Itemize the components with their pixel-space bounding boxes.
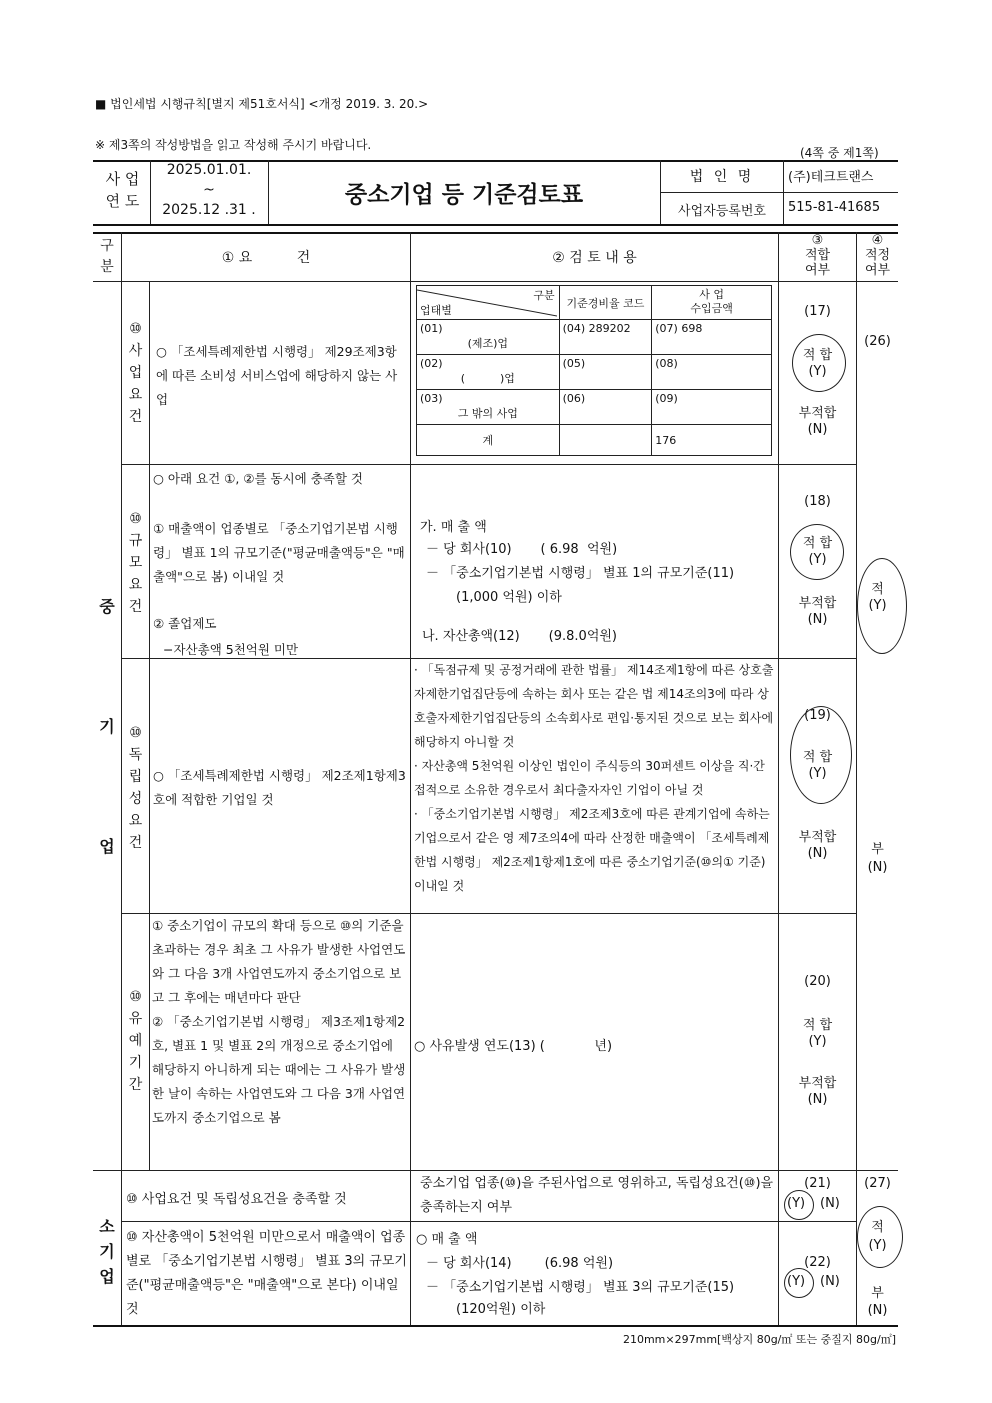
row101-requirement: ○ 「조세특례제한법 시행령」 제29조제3항에 따른 소비성 서비스업에 해당하지 않는 사업 bbox=[156, 344, 398, 407]
row104-requirement bbox=[152, 914, 408, 1130]
fit-code-22: (22) bbox=[804, 1255, 831, 1270]
fit-yes-code: (Y) bbox=[808, 766, 827, 781]
corp-name-label: 법 인 명 bbox=[689, 169, 755, 185]
fit-yes-code: (Y) bbox=[808, 364, 827, 379]
row102-req2-b: −자산총액 5천억원 미만 bbox=[163, 642, 299, 657]
form-reference: ■ 법인세법 시행규칙[별지 제51호서식] <개정 2019. 3. 20.> bbox=[95, 97, 429, 111]
row106-requirement: ⑩ 자산총액이 5천억원 미만으로서 매출액이 업종별로 「중소기업기본법 시행령」 별표 3의 규모기준("평균매출액등"은 "매출액"으로 본다) 이내일 것 bbox=[126, 1230, 407, 1317]
fit-no-label: 부적합 bbox=[798, 830, 837, 845]
fit-yes-label: 적 합 bbox=[802, 536, 833, 551]
row104-req1: ① 중소기업이 규모의 확대 등으로 ⑩의 기준을 초과하는 경우 최초 그 사유가 발생한 사업연도와 그 다음 3개 사업연도까지 중소기업으로 보고 그 후에는 매년마다 판단 bbox=[152, 918, 406, 1005]
fit-yes-label: 적 합 bbox=[802, 1018, 833, 1033]
page-title: 중소기업 등 기준검토표 bbox=[344, 182, 584, 208]
side-label-sme-2: 기 bbox=[99, 717, 115, 736]
ok-yes-label: 적 bbox=[871, 1220, 884, 1235]
row106-rev-a1: － 당 회사(14) (6.98 억원) bbox=[426, 1256, 614, 1271]
row-no: (01) bbox=[420, 322, 443, 335]
bizno: 515-81-41685 bbox=[788, 200, 881, 215]
row105-review: 중소기업 업종(⑩)을 주된사업으로 영위하고, 독립성요건(⑩)을 충족하는지 여부 bbox=[420, 1176, 774, 1215]
row-name: ( )업 bbox=[460, 372, 515, 385]
fit-no-code: (N) bbox=[820, 1196, 840, 1211]
table-row bbox=[417, 390, 772, 425]
period-start: 2025.01.01. bbox=[166, 162, 252, 178]
bizno-label: 사업자등록번호 bbox=[678, 204, 766, 219]
fit-no-code: (N) bbox=[807, 846, 828, 861]
row106-rev-a: ○ 매 출 액 bbox=[416, 1232, 478, 1247]
fit-code-18: (18) bbox=[804, 494, 831, 509]
ok-yes-code: (Y) bbox=[868, 598, 887, 613]
row102-req1: ① 매출액이 업종별로 「중소기업기본법 시행령」 별표 1의 규모기준("평균매출액등"은 "매출액"으로 봄) 이내일 것 bbox=[153, 521, 405, 584]
fit-no-label: 부적합 bbox=[798, 406, 837, 421]
side-label-sme-3: 업 bbox=[99, 837, 115, 856]
col-gubun: 구 분 bbox=[100, 238, 114, 275]
row102-rev-a2: － 「중소기업기본법 시행령」 별표 1의 규모기준(11) bbox=[426, 566, 735, 581]
row-name: 그 밖의 사업 bbox=[457, 407, 518, 420]
row102-req2-a: ② 졸업제도 bbox=[153, 616, 217, 631]
ok-yes-label: 적 bbox=[871, 582, 884, 597]
header-type: 업태별 bbox=[420, 304, 452, 317]
side-label-small-2: 기 bbox=[99, 1242, 115, 1261]
col-requirement: ① 요 건 bbox=[221, 250, 311, 266]
row-code: (05) bbox=[559, 355, 652, 390]
row106-rev-a2: － 「중소기업기본법 시행령」 별표 3의 규모기준(15) bbox=[426, 1280, 735, 1295]
table-row bbox=[417, 355, 772, 390]
side-label-small-3: 업 bbox=[99, 1267, 115, 1286]
row-amount: (08) bbox=[652, 355, 772, 390]
row-amount: (09) bbox=[652, 390, 772, 425]
row105-requirement: ⑩ 사업요건 및 독립성요건을 충족할 것 bbox=[126, 1192, 347, 1207]
row-code: (06) bbox=[559, 390, 652, 425]
col-ok: ④ 적정 여부 bbox=[864, 233, 891, 278]
fit-no-code: (N) bbox=[807, 1092, 828, 1107]
row101-label: ⑩ 사 업 요 건 bbox=[128, 321, 143, 425]
row-code: (04) 289202 bbox=[559, 320, 652, 355]
row-no: (02) bbox=[420, 357, 443, 370]
total-label: 계 bbox=[417, 425, 560, 456]
ok-code-27: (27) bbox=[864, 1176, 891, 1191]
row104-req2: ② 「중소기업기본법 시행령」 제3조제1항제2호, 별표 1 및 별표 2의 개정으로 중소기업에 해당하지 아니하게 되는 때에는 그 사유가 발생한 날이 속하는 사업연도와 그 다음 3개 사업연도까지 중소기업으로 봄 bbox=[152, 1014, 406, 1125]
fit-yes-label: 적 합 bbox=[802, 348, 833, 363]
fit-code-20: (20) bbox=[804, 974, 831, 989]
paper-spec-footer: 210mm×297mm[백상지 80g/㎡ 또는 중질지 80g/㎡] bbox=[622, 1333, 896, 1346]
row104-label: ⑩ 유 예 기 간 bbox=[128, 989, 143, 1093]
corp-name: (주)테크트랜스 bbox=[788, 170, 874, 185]
fit-no-label: 부적합 bbox=[798, 1076, 837, 1091]
period-tilde: ~ bbox=[203, 182, 215, 198]
fit-yes-label: 적 합 bbox=[802, 750, 833, 765]
row102-rev-a: 가. 매 출 액 bbox=[420, 520, 487, 535]
header-code: 기준경비율 코드 bbox=[559, 286, 652, 320]
fit-yes-code: (Y) bbox=[808, 552, 827, 567]
row103-rev1: · 「독점규제 및 공정거래에 관한 법률」 제14조제1항에 따른 상호출자제한기업집단등에 속하는 회사 또는 같은 법 제14조의3에 따라 상호출자제한기업집단등의 소속회사로 편입·통지된 것으로 보는 회사에 해당하지 아니할 것 bbox=[414, 663, 774, 749]
instruction-note: ※ 제3쪽의 작성방법을 읽고 작성해 주시기 바랍니다. bbox=[95, 138, 372, 152]
fit-no-code: (N) bbox=[807, 612, 828, 627]
row102-req-head: ○ 아래 요건 ①, ②를 동시에 충족할 것 bbox=[153, 471, 364, 486]
total-row bbox=[417, 425, 772, 456]
ok-no-label: 부 bbox=[871, 842, 884, 857]
fit-code-19: (19) bbox=[804, 708, 831, 723]
row103-review bbox=[414, 658, 776, 898]
row102-label: ⑩ 규 모 요 건 bbox=[128, 511, 143, 615]
row102-rev-a1: － 당 회사(10) ( 6.98 억원) bbox=[426, 542, 618, 557]
row-no: (03) bbox=[420, 392, 443, 405]
fit-no-code: (N) bbox=[820, 1274, 840, 1289]
ok-yes-code: (Y) bbox=[868, 1238, 887, 1253]
total-amount: 176 bbox=[652, 425, 772, 456]
fit-yes-code: (Y) bbox=[787, 1274, 806, 1289]
col-review: ② 검 토 내 용 bbox=[552, 250, 637, 266]
table-row bbox=[417, 320, 772, 355]
period-end: 2025.12 .31 . bbox=[162, 202, 256, 218]
row-amount: (07) 698 bbox=[652, 320, 772, 355]
fit-code-21: (21) bbox=[804, 1176, 831, 1191]
col-fit: ③ 적합 여부 bbox=[804, 233, 831, 278]
fit-no-label: 부적합 bbox=[798, 596, 837, 611]
fit-no-code: (N) bbox=[807, 422, 828, 437]
row104-review: ○ 사유발생 연도(13) ( 년) bbox=[414, 1039, 613, 1054]
row103-rev2: · 자산총액 5천억원 이상인 법인이 주식등의 30퍼센트 이상을 직·간접적으로 소유한 경우로서 최다출자자인 기업이 아닐 것 bbox=[414, 759, 765, 797]
fit-code-17: (17) bbox=[804, 304, 831, 319]
header-income: 사 업 수입금액 bbox=[652, 286, 772, 320]
business-type-table bbox=[416, 285, 772, 456]
row102-rev-b: 나. 자산총액(12) (9.8.0억원) bbox=[422, 629, 618, 644]
row103-requirement: ○ 「조세특례제한법 시행령」 제2조제1항제3호에 적합한 기업일 것 bbox=[153, 768, 406, 807]
row106-rev-a3: (120억원) 이하 bbox=[456, 1302, 546, 1317]
ok-code-26: (26) bbox=[864, 334, 891, 349]
ok-no-code: (N) bbox=[867, 1303, 888, 1318]
header-gubun: 구분 bbox=[533, 289, 555, 302]
ok-no-label: 부 bbox=[871, 1286, 884, 1301]
fit-yes-code: (Y) bbox=[808, 1034, 827, 1049]
ok-no-code: (N) bbox=[867, 860, 888, 875]
fiscal-year-label: 사 업 연 도 bbox=[105, 170, 140, 210]
row102-rev-a3: (1,000 억원) 이하 bbox=[456, 590, 562, 605]
row-name: (제조)업 bbox=[467, 337, 509, 350]
side-label-sme-1: 중 bbox=[99, 597, 115, 616]
row103-label: ⑩ 독 립 성 요 건 bbox=[128, 725, 143, 851]
page-indicator: (4쪽 중 제1쪽) bbox=[800, 146, 879, 160]
fit-yes-code: (Y) bbox=[787, 1196, 806, 1211]
selected-circle bbox=[792, 334, 846, 392]
row103-rev3: · 「중소기업기본법 시행령」 제2조제3호에 따른 관계기업에 속하는 기업으로서 같은 영 제7조의4에 따라 산정한 매출액이 「조세특례제한법 시행령」 제2조제1항제1호에 따른 중소기업기준(⑩의① 기준) 이내일 것 bbox=[414, 807, 770, 893]
side-label-small-1: 소 bbox=[99, 1217, 115, 1236]
